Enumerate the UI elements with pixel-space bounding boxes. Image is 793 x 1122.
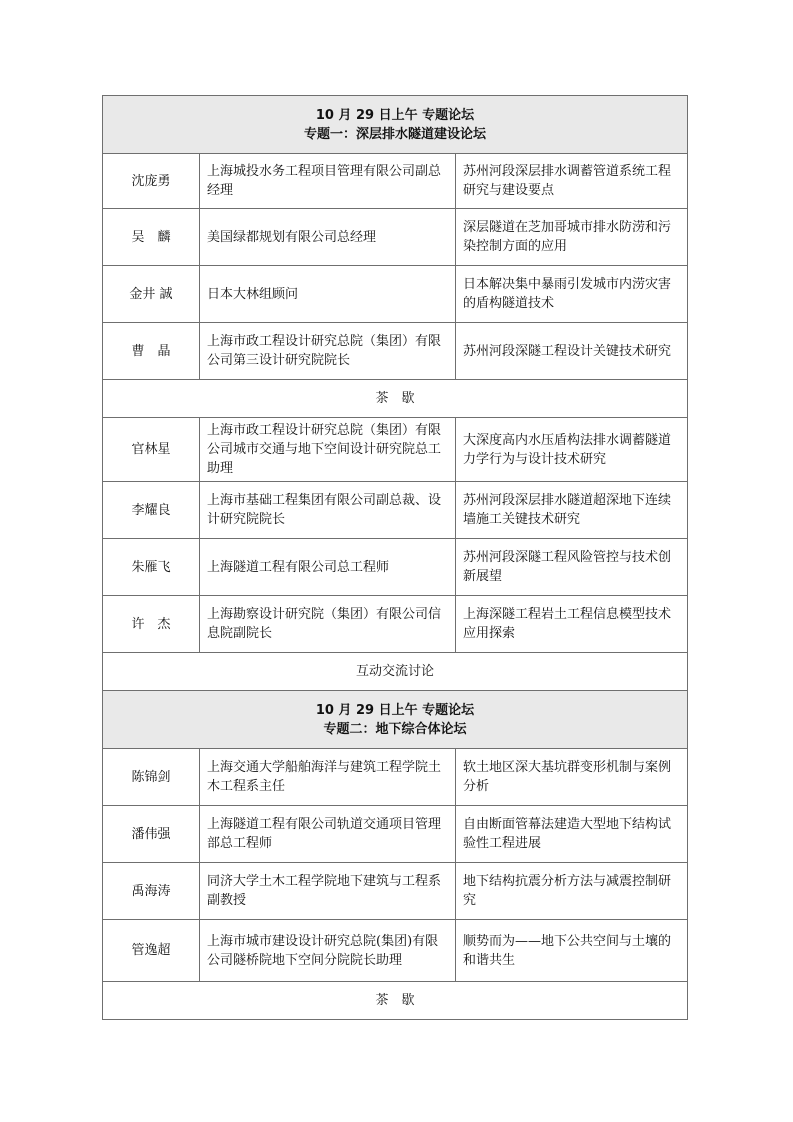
- talk-row: [103, 596, 688, 653]
- talk-topic: 地下结构抗震分析方法与减震控制研究: [456, 863, 688, 920]
- speaker-affiliation: 上海城投水务工程项目管理有限公司副总经理: [200, 154, 456, 209]
- talk-row: [103, 749, 688, 806]
- talk-topic: 顺势而为——地下公共空间与土壤的和谐共生: [456, 920, 688, 982]
- forum-schedule-table: [102, 95, 688, 1020]
- talk-row: [103, 806, 688, 863]
- speaker-name: 许 杰: [103, 596, 200, 653]
- talk-row: [103, 266, 688, 323]
- speaker-name: 禹海涛: [103, 863, 200, 920]
- speaker-name: 金井 誠: [103, 266, 200, 323]
- speaker-affiliation: 同济大学土木工程学院地下建筑与工程系副教授: [200, 863, 456, 920]
- talk-row: [103, 418, 688, 482]
- section-date-title: 10 月 29 日上午 专题论坛: [315, 107, 475, 123]
- talk-topic: 自由断面管幕法建造大型地下结构试验性工程进展: [456, 806, 688, 863]
- section-date-title: 10 月 29 日上午 专题论坛: [315, 702, 475, 718]
- speaker-name: 潘伟强: [103, 806, 200, 863]
- talk-topic: 上海深隧工程岩土工程信息模型技术应用探索: [456, 596, 688, 653]
- talk-topic: 软土地区深大基坑群变形机制与案例分析: [456, 749, 688, 806]
- discussion-label: 互动交流讨论: [103, 653, 688, 691]
- section-header-row: [103, 96, 688, 154]
- tea-break-label: 茶 歇: [103, 982, 688, 1020]
- tea-break-row: [103, 982, 688, 1020]
- talk-row: [103, 539, 688, 596]
- talk-row: [103, 482, 688, 539]
- speaker-affiliation: 上海勘察设计研究院（集团）有限公司信息院副院长: [200, 596, 456, 653]
- speaker-affiliation: 上海市政工程设计研究总院（集团）有限公司第三设计研究院院长: [200, 323, 456, 380]
- talk-topic: 日本解决集中暴雨引发城市内涝灾害的盾构隧道技术: [456, 266, 688, 323]
- tea-break-row: [103, 380, 688, 418]
- section-header: [103, 96, 688, 154]
- speaker-affiliation: 上海市城市建设设计研究总院(集团)有限公司隧桥院地下空间分院院长助理: [200, 920, 456, 982]
- talk-row: [103, 323, 688, 380]
- talk-topic: 大深度高内水压盾构法排水调蓄隧道力学行为与设计技术研究: [456, 418, 688, 482]
- speaker-affiliation: 上海隧道工程有限公司总工程师: [200, 539, 456, 596]
- speaker-name: 管逸超: [103, 920, 200, 982]
- speaker-affiliation: 美国绿都规划有限公司总经理: [200, 209, 456, 266]
- speaker-affiliation: 上海市政工程设计研究总院（集团）有限公司城市交通与地下空间设计研究院总工助理: [200, 418, 456, 482]
- speaker-name: 李耀良: [103, 482, 200, 539]
- talk-topic: 苏州河段深层排水隧道超深地下连续墙施工关键技术研究: [456, 482, 688, 539]
- schedule-body: [103, 96, 688, 1020]
- talk-topic: 苏州河段深隧工程风险管控与技术创新展望: [456, 539, 688, 596]
- talk-row: [103, 154, 688, 209]
- section-topic-title: 专题一：深层排水隧道建设论坛: [303, 126, 486, 142]
- discussion-row: [103, 653, 688, 691]
- speaker-affiliation: 上海隧道工程有限公司轨道交通项目管理部总工程师: [200, 806, 456, 863]
- talk-row: [103, 863, 688, 920]
- speaker-name: 曹 晶: [103, 323, 200, 380]
- speaker-affiliation: 上海交通大学船舶海洋与建筑工程学院土木工程系主任: [200, 749, 456, 806]
- speaker-affiliation: 上海市基础工程集团有限公司副总裁、设计研究院院长: [200, 482, 456, 539]
- talk-topic: 深层隧道在芝加哥城市排水防涝和污染控制方面的应用: [456, 209, 688, 266]
- talk-topic: 苏州河段深层排水调蓄管道系统工程研究与建设要点: [456, 154, 688, 209]
- talk-topic: 苏州河段深隧工程设计关键技术研究: [456, 323, 688, 380]
- tea-break-label: 茶 歇: [103, 380, 688, 418]
- speaker-name: 陈锦剑: [103, 749, 200, 806]
- talk-row: [103, 209, 688, 266]
- section-header: [103, 691, 688, 749]
- speaker-name: 吴 麟: [103, 209, 200, 266]
- speaker-affiliation: 日本大林组顾问: [200, 266, 456, 323]
- speaker-name: 朱雁飞: [103, 539, 200, 596]
- section-header-row: [103, 691, 688, 749]
- section-topic-title: 专题二：地下综合体论坛: [323, 721, 467, 737]
- speaker-name: 官林星: [103, 418, 200, 482]
- talk-row: [103, 920, 688, 982]
- speaker-name: 沈庞勇: [103, 154, 200, 209]
